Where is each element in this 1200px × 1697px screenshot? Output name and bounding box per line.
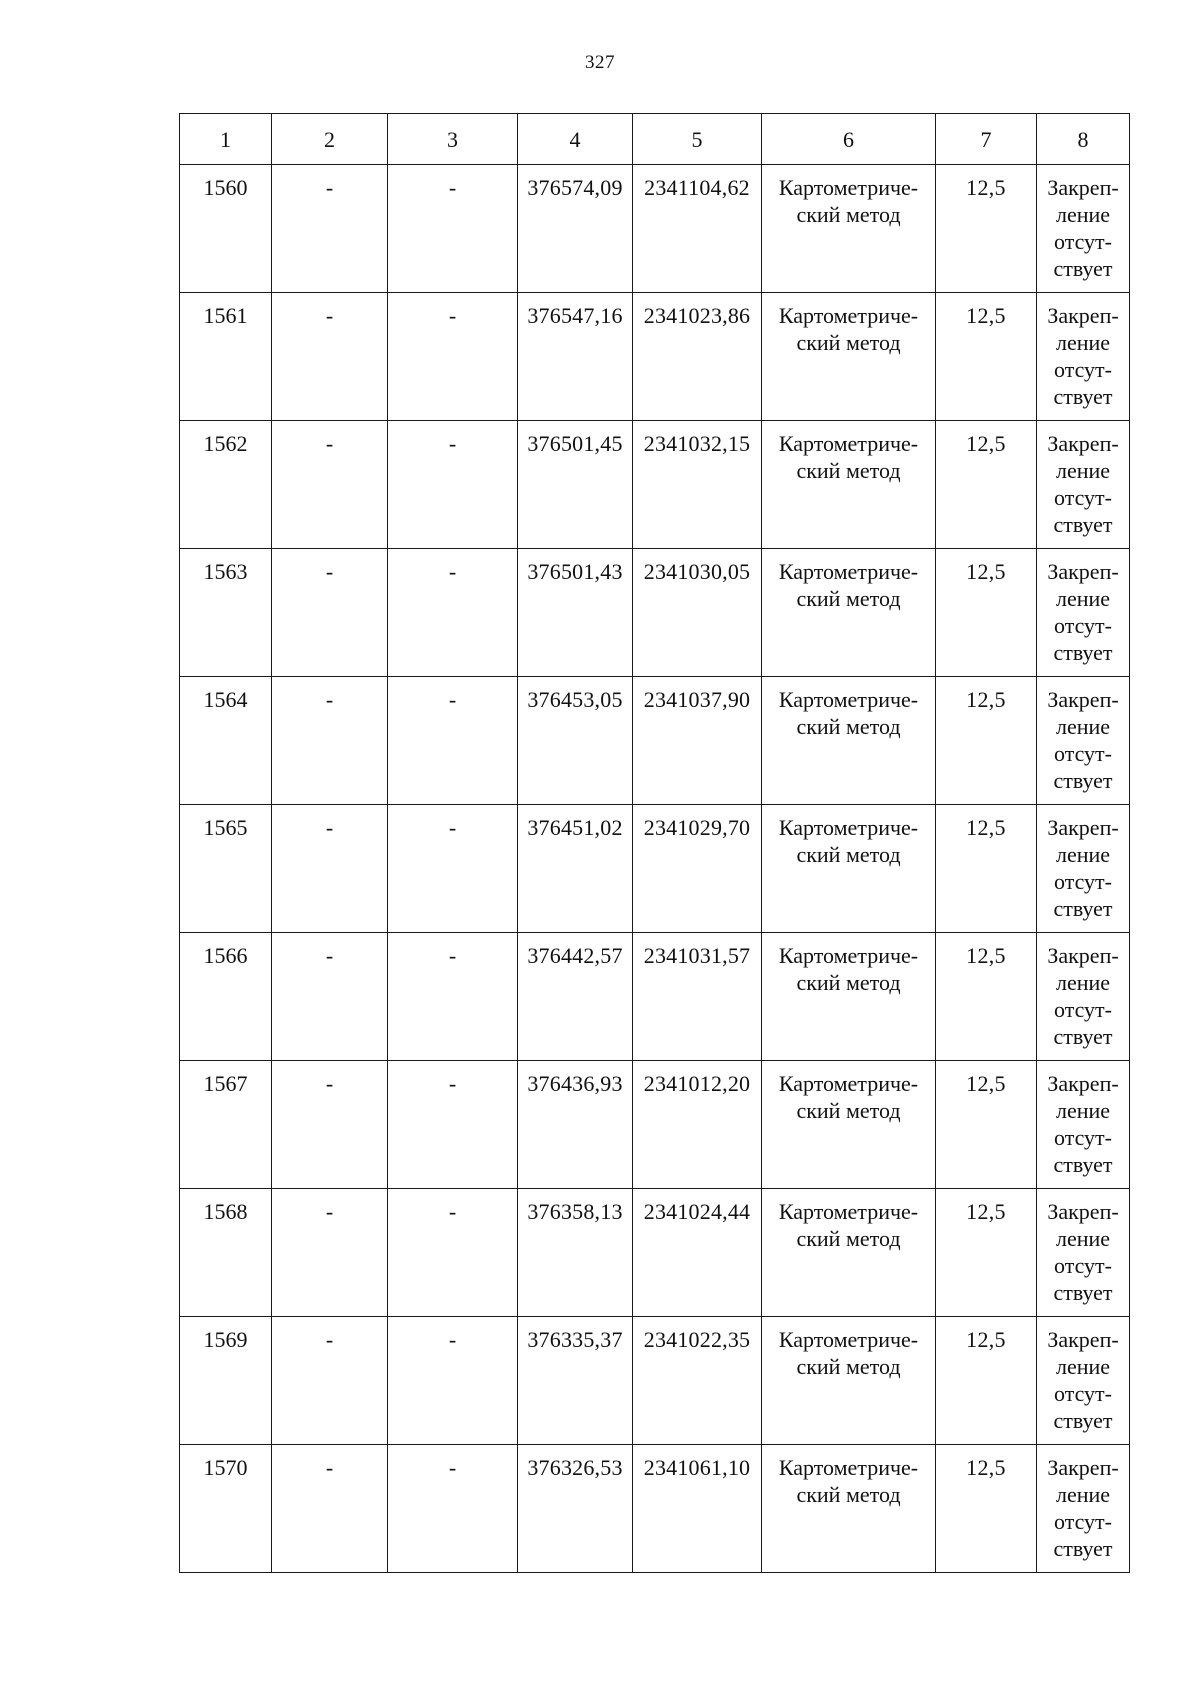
y-coordinate: 2341031,57 (643, 943, 751, 968)
column-3-value: - (448, 1199, 457, 1224)
method-cell (762, 1061, 936, 1189)
method-line-2: ский метод (796, 202, 901, 227)
accuracy-value: 12,5 (966, 1199, 1006, 1224)
accuracy-value: 12,5 (966, 1455, 1006, 1480)
method-line-2: ский метод (796, 1482, 901, 1507)
column-3-value: - (448, 431, 457, 456)
x-coordinate-cell (518, 1317, 633, 1445)
fixing-cell (1037, 1061, 1130, 1189)
column-header-5: 5 (633, 114, 762, 165)
column-3-value: - (448, 303, 457, 328)
method-line-1: Картометриче- (778, 175, 919, 200)
column-header-3: 3 (388, 114, 518, 165)
method-line-1: Картометриче- (778, 1199, 919, 1224)
accuracy-value: 12,5 (966, 943, 1006, 968)
column-3-cell (388, 805, 518, 933)
header-row (180, 114, 1130, 165)
column-2-cell (272, 421, 388, 549)
accuracy-cell (936, 165, 1037, 293)
x-coordinate: 376501,45 (527, 431, 623, 456)
point-number-cell (180, 1189, 272, 1317)
x-coordinate: 376335,37 (527, 1327, 623, 1352)
fixing-cell (1037, 1445, 1130, 1573)
method-cell (762, 1317, 936, 1445)
y-coordinate-cell (633, 677, 762, 805)
x-coordinate: 376574,09 (527, 175, 623, 200)
fixing-cell (1037, 933, 1130, 1061)
point-number-cell (180, 549, 272, 677)
fixing-cell (1037, 677, 1130, 805)
accuracy-cell (936, 1189, 1037, 1317)
x-coordinate-cell (518, 1189, 633, 1317)
method-cell (762, 805, 936, 933)
y-coordinate-cell (633, 421, 762, 549)
column-3-cell (388, 1445, 518, 1573)
column-3-value: - (448, 815, 457, 840)
y-coordinate-cell (633, 293, 762, 421)
method-line-1: Картометриче- (778, 943, 919, 968)
fixing-line-1: Закреп- (1047, 1327, 1119, 1352)
fixing-line-2: ление (1055, 1226, 1111, 1251)
y-coordinate: 2341104,62 (644, 175, 750, 200)
fixing-line-1: Закреп- (1047, 943, 1119, 968)
column-3-value: - (448, 1455, 457, 1480)
column-3-value: - (448, 175, 457, 200)
column-2-cell (272, 805, 388, 933)
x-coordinate-cell (518, 293, 633, 421)
coordinates-table (179, 113, 1130, 1573)
column-2-cell (272, 1445, 388, 1573)
method-cell (762, 933, 936, 1061)
y-coordinate: 2341029,70 (643, 815, 751, 840)
column-3-value: - (448, 943, 457, 968)
column-header-8: 8 (1037, 114, 1130, 165)
column-2-cell (272, 293, 388, 421)
accuracy-cell (936, 1317, 1037, 1445)
column-3-value: - (448, 559, 457, 584)
method-cell (762, 421, 936, 549)
x-coordinate-cell (518, 933, 633, 1061)
column-3-cell (388, 1189, 518, 1317)
point-number: 1567 (203, 1071, 248, 1096)
y-coordinate: 2341023,86 (643, 303, 751, 328)
table-row (180, 1317, 1130, 1445)
accuracy-value: 12,5 (966, 815, 1006, 840)
x-coordinate: 376442,57 (527, 943, 623, 968)
point-number-cell (180, 165, 272, 293)
method-cell (762, 293, 936, 421)
method-line-1: Картометриче- (778, 1455, 919, 1480)
point-number-cell (180, 805, 272, 933)
method-line-2: ский метод (796, 714, 901, 739)
x-coordinate-cell (518, 805, 633, 933)
y-coordinate: 2341012,20 (643, 1071, 751, 1096)
method-line-1: Картометриче- (778, 815, 919, 840)
column-header-4: 4 (518, 114, 633, 165)
fixing-line-1: Закреп- (1047, 559, 1119, 584)
accuracy-cell (936, 933, 1037, 1061)
column-2-value: - (325, 175, 334, 200)
method-line-1: Картометриче- (778, 303, 919, 328)
accuracy-cell (936, 549, 1037, 677)
point-number: 1563 (203, 559, 248, 584)
fixing-line-4: ствует (1053, 1024, 1113, 1049)
x-coordinate-cell (518, 1061, 633, 1189)
point-number: 1569 (203, 1327, 248, 1352)
fixing-line-3: отсут- (1053, 229, 1112, 254)
fixing-line-3: отсут- (1053, 997, 1112, 1022)
fixing-line-4: ствует (1053, 1280, 1113, 1305)
point-number-cell (180, 1317, 272, 1445)
column-2-cell (272, 933, 388, 1061)
x-coordinate: 376501,43 (527, 559, 623, 584)
column-2-cell (272, 549, 388, 677)
column-3-cell (388, 549, 518, 677)
accuracy-value: 12,5 (966, 687, 1006, 712)
method-line-2: ский метод (796, 458, 901, 483)
method-line-2: ский метод (796, 586, 901, 611)
fixing-line-1: Закреп- (1047, 303, 1119, 328)
table-row (180, 805, 1130, 933)
method-cell (762, 549, 936, 677)
column-2-cell (272, 1061, 388, 1189)
fixing-line-4: ствует (1053, 1408, 1113, 1433)
accuracy-value: 12,5 (966, 431, 1006, 456)
fixing-cell (1037, 1189, 1130, 1317)
method-line-2: ский метод (796, 1354, 901, 1379)
y-coordinate: 2341022,35 (643, 1327, 751, 1352)
fixing-line-4: ствует (1053, 256, 1113, 281)
y-coordinate-cell (633, 1189, 762, 1317)
fixing-line-3: отсут- (1053, 357, 1112, 382)
column-3-cell (388, 421, 518, 549)
page-number: 327 (585, 52, 615, 73)
column-2-cell (272, 677, 388, 805)
column-2-value: - (325, 1071, 334, 1096)
fixing-line-2: ление (1055, 202, 1111, 227)
method-line-2: ский метод (796, 1098, 901, 1123)
column-3-value: - (448, 687, 457, 712)
fixing-line-4: ствует (1053, 896, 1113, 921)
y-coordinate: 2341032,15 (643, 431, 751, 456)
table-row (180, 549, 1130, 677)
column-3-cell (388, 677, 518, 805)
method-cell (762, 1445, 936, 1573)
point-number-cell (180, 677, 272, 805)
fixing-line-1: Закреп- (1047, 175, 1119, 200)
fixing-line-1: Закреп- (1047, 1455, 1119, 1480)
point-number-cell (180, 421, 272, 549)
point-number: 1564 (203, 687, 248, 712)
fixing-line-2: ление (1055, 1098, 1111, 1123)
fixing-line-1: Закреп- (1047, 431, 1119, 456)
column-2-value: - (325, 1199, 334, 1224)
fixing-line-1: Закреп- (1047, 1071, 1119, 1096)
fixing-line-2: ление (1055, 1354, 1111, 1379)
fixing-line-4: ствует (1053, 640, 1113, 665)
method-line-1: Картометриче- (778, 559, 919, 584)
x-coordinate-cell (518, 421, 633, 549)
column-3-value: - (448, 1071, 457, 1096)
fixing-line-3: отсут- (1053, 1125, 1112, 1150)
table-row (180, 933, 1130, 1061)
x-coordinate: 376451,02 (527, 815, 623, 840)
column-header-6: 6 (762, 114, 936, 165)
method-cell (762, 677, 936, 805)
point-number-cell (180, 293, 272, 421)
fixing-line-4: ствует (1053, 384, 1113, 409)
x-coordinate: 376358,13 (527, 1199, 623, 1224)
fixing-line-1: Закреп- (1047, 815, 1119, 840)
accuracy-value: 12,5 (966, 559, 1006, 584)
column-header-2: 2 (272, 114, 388, 165)
fixing-cell (1037, 421, 1130, 549)
x-coordinate-cell (518, 1445, 633, 1573)
method-line-1: Картометриче- (778, 1071, 919, 1096)
point-number: 1562 (203, 431, 248, 456)
column-2-value: - (325, 1455, 334, 1480)
column-2-value: - (325, 303, 334, 328)
fixing-line-2: ление (1055, 458, 1111, 483)
fixing-cell (1037, 165, 1130, 293)
column-2-value: - (325, 687, 334, 712)
y-coordinate-cell (633, 1317, 762, 1445)
fixing-line-3: отсут- (1053, 1509, 1112, 1534)
method-line-1: Картометриче- (778, 431, 919, 456)
table-row (180, 165, 1130, 293)
fixing-line-1: Закреп- (1047, 687, 1119, 712)
method-line-1: Картометриче- (778, 1327, 919, 1352)
y-coordinate: 2341037,90 (643, 687, 751, 712)
table-row (180, 293, 1130, 421)
table-header (180, 114, 1130, 165)
method-line-1: Картометриче- (778, 687, 919, 712)
fixing-cell (1037, 293, 1130, 421)
accuracy-cell (936, 805, 1037, 933)
point-number-cell (180, 1445, 272, 1573)
column-3-cell (388, 933, 518, 1061)
accuracy-value: 12,5 (966, 1327, 1006, 1352)
fixing-line-3: отсут- (1053, 869, 1112, 894)
column-2-value: - (325, 943, 334, 968)
method-line-2: ский метод (796, 1226, 901, 1251)
y-coordinate-cell (633, 805, 762, 933)
y-coordinate: 2341030,05 (643, 559, 751, 584)
fixing-cell (1037, 805, 1130, 933)
y-coordinate: 2341061,10 (643, 1455, 751, 1480)
column-3-value: - (448, 1327, 457, 1352)
accuracy-value: 12,5 (966, 303, 1006, 328)
accuracy-cell (936, 293, 1037, 421)
y-coordinate-cell (633, 933, 762, 1061)
fixing-line-3: отсут- (1053, 485, 1112, 510)
method-line-2: ский метод (796, 970, 901, 995)
table-row (180, 1189, 1130, 1317)
column-2-cell (272, 1189, 388, 1317)
accuracy-cell (936, 677, 1037, 805)
y-coordinate-cell (633, 1445, 762, 1573)
x-coordinate-cell (518, 677, 633, 805)
table-row (180, 1061, 1130, 1189)
fixing-line-4: ствует (1053, 512, 1113, 537)
accuracy-value: 12,5 (966, 175, 1006, 200)
column-3-cell (388, 1061, 518, 1189)
point-number-cell (180, 1061, 272, 1189)
column-2-value: - (325, 1327, 334, 1352)
method-line-2: ский метод (796, 330, 901, 355)
method-cell (762, 1189, 936, 1317)
accuracy-cell (936, 421, 1037, 549)
fixing-cell (1037, 1317, 1130, 1445)
fixing-line-3: отсут- (1053, 1253, 1112, 1278)
table-row (180, 1445, 1130, 1573)
fixing-line-1: Закреп- (1047, 1199, 1119, 1224)
x-coordinate: 376326,53 (527, 1455, 623, 1480)
x-coordinate: 376436,93 (527, 1071, 623, 1096)
x-coordinate-cell (518, 165, 633, 293)
y-coordinate-cell (633, 165, 762, 293)
fixing-cell (1037, 549, 1130, 677)
column-2-cell (272, 1317, 388, 1445)
accuracy-cell (936, 1445, 1037, 1573)
table-row (180, 677, 1130, 805)
point-number: 1568 (203, 1199, 248, 1224)
fixing-line-2: ление (1055, 1482, 1111, 1507)
point-number: 1566 (203, 943, 248, 968)
point-number: 1570 (203, 1455, 248, 1480)
column-header-1: 1 (180, 114, 272, 165)
fixing-line-2: ление (1055, 970, 1111, 995)
method-line-2: ский метод (796, 842, 901, 867)
fixing-line-2: ление (1055, 330, 1111, 355)
fixing-line-3: отсут- (1053, 613, 1112, 638)
fixing-line-2: ление (1055, 842, 1111, 867)
fixing-line-4: ствует (1053, 1536, 1113, 1561)
column-3-cell (388, 293, 518, 421)
column-header-7: 7 (936, 114, 1037, 165)
column-2-value: - (325, 431, 334, 456)
column-2-value: - (325, 559, 334, 584)
column-3-cell (388, 1317, 518, 1445)
table-body (180, 165, 1130, 1573)
column-2-value: - (325, 815, 334, 840)
fixing-line-3: отсут- (1053, 741, 1112, 766)
point-number-cell (180, 933, 272, 1061)
fixing-line-2: ление (1055, 714, 1111, 739)
y-coordinate-cell (633, 549, 762, 677)
x-coordinate-cell (518, 549, 633, 677)
y-coordinate: 2341024,44 (643, 1199, 751, 1224)
y-coordinate-cell (633, 1061, 762, 1189)
fixing-line-3: отсут- (1053, 1381, 1112, 1406)
fixing-line-4: ствует (1053, 1152, 1113, 1177)
accuracy-cell (936, 1061, 1037, 1189)
fixing-line-4: ствует (1053, 768, 1113, 793)
accuracy-value: 12,5 (966, 1071, 1006, 1096)
point-number: 1560 (203, 175, 248, 200)
column-3-cell (388, 165, 518, 293)
method-cell (762, 165, 936, 293)
fixing-line-2: ление (1055, 586, 1111, 611)
table-row (180, 421, 1130, 549)
point-number: 1565 (203, 815, 248, 840)
x-coordinate: 376547,16 (527, 303, 623, 328)
x-coordinate: 376453,05 (527, 687, 623, 712)
point-number: 1561 (203, 303, 248, 328)
column-2-cell (272, 165, 388, 293)
